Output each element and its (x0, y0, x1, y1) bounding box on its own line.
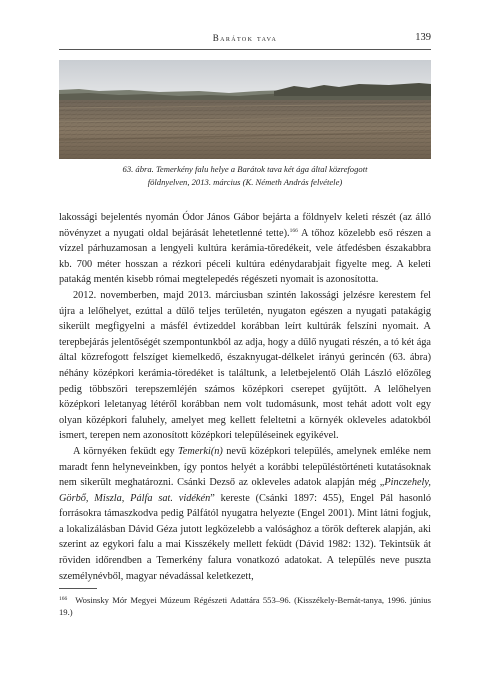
page-number: 139 (415, 32, 431, 43)
footnote (59, 593, 431, 618)
caption-line: 63. ábra. Temerkény falu helye a Barátok tava két ága által közrefogott (122, 164, 368, 174)
figure-caption (85, 163, 405, 188)
text-run: ” kereste (Csánki 1897: 455), Engel Pál hasonló forrásokra támaszkodva pedig Pálfától nyugatra helyezte (Engel 2001). Mint látni fogjuk, a lokalizálásban Dávid Géza jutott legközelebb a valósághoz a török defterek alapján, aki szerint az egykori falu a mai Kisszékely mellett feküdt (Dávid 1982: 132). Tekintsük át röviden időrendben a Temerkény falura vonatkozó adatokat. A település neve puszta személynévből, magyar névadással keletkezett, (59, 492, 431, 582)
text-run: lakossági bejelentés nyomán Ódor János Gábor bejárta a földnyelv keleti részét (az álló növényzet a nyugati oldal bejárását lehetetlenné tette). (59, 212, 431, 239)
header-rule (59, 49, 431, 50)
italic-run: Pinczehely, Görbő, Miszla, Pálfa sat. vidékén (59, 477, 431, 504)
paragraph (59, 288, 431, 444)
footnote-number: 166 (59, 596, 68, 602)
text-run: nevű középkori település, amelynek emléke nem maradt fenn helyneveinkben, így pontos helyét a korábbi településtörténeti kutatásoknak nem sikerült meghatározni. Csánki Dezső az okleveles adatok alapján még „ (59, 445, 431, 489)
body-text (59, 210, 431, 584)
text-run: 2012. novemberben, majd 2013. márciusban szintén lakossági jelzésre kerestem fel újra a lelőhelyet, ezúttal a dűlő teljes területén, nyugaton egészen a nyugati patakágig sikerült megfigyelni a másfél évtizeddel korábban leírt kultúrák felszíni nyomait. A terepbejárás jelentőségét szempontunkból az adja, hogy a dűlő nyugati részén, a tó két ága által közrefogott felszíget kiemelkedő, északnyugat-délkelet irányú gerincén (63. ábra) néhány középkori kerámia-töredéket is találtunk, a leletbejelentő Oláh László előzőleg pedig többszöri terepszemléjén számos középkori cserepet gyűjtött. A lelőhelyen középkori leletanyag létéről korábban nem volt tudomásunk, most tehát adott volt egy olyan középkori faluhely, amelyet meg kellett feleltetni a környék okleveles adatokból ismert, terepen nem azonosított középkori településeinek egyikével. (59, 289, 431, 442)
text-run: A tőhoz közelebb eső részen a vízzel párhuzamosan a lengyeli kultúra kerámia-töredékeit, vele átfedésben északabbra kb. 700 méter hosszan a rézkori péceli kultúra edénydarabjait figyelte meg. A keleti patakág mentén kisebb római megtelepedés régészeti nyomait is azonosította. (59, 227, 431, 286)
paragraph (59, 444, 431, 584)
caption-line: földnyelven, 2013. március (K. Németh András felvétele) (147, 176, 343, 187)
figure-photo (59, 60, 431, 159)
italic-run: Temerki(n) (178, 445, 223, 457)
text-run: A környéken feküdt egy (73, 445, 179, 457)
footnote-ref: 166 (289, 227, 298, 234)
paragraph (59, 210, 431, 288)
running-head (59, 33, 431, 47)
footnote-rule (59, 588, 97, 589)
footnote-text: Wosinsky Mór Megyei Múzeum Régészeti Adattára 553–96. (Kisszékely-Bernát-tanya, 1996. június 19.) (59, 595, 431, 617)
running-title: Barátok tava (212, 33, 278, 43)
